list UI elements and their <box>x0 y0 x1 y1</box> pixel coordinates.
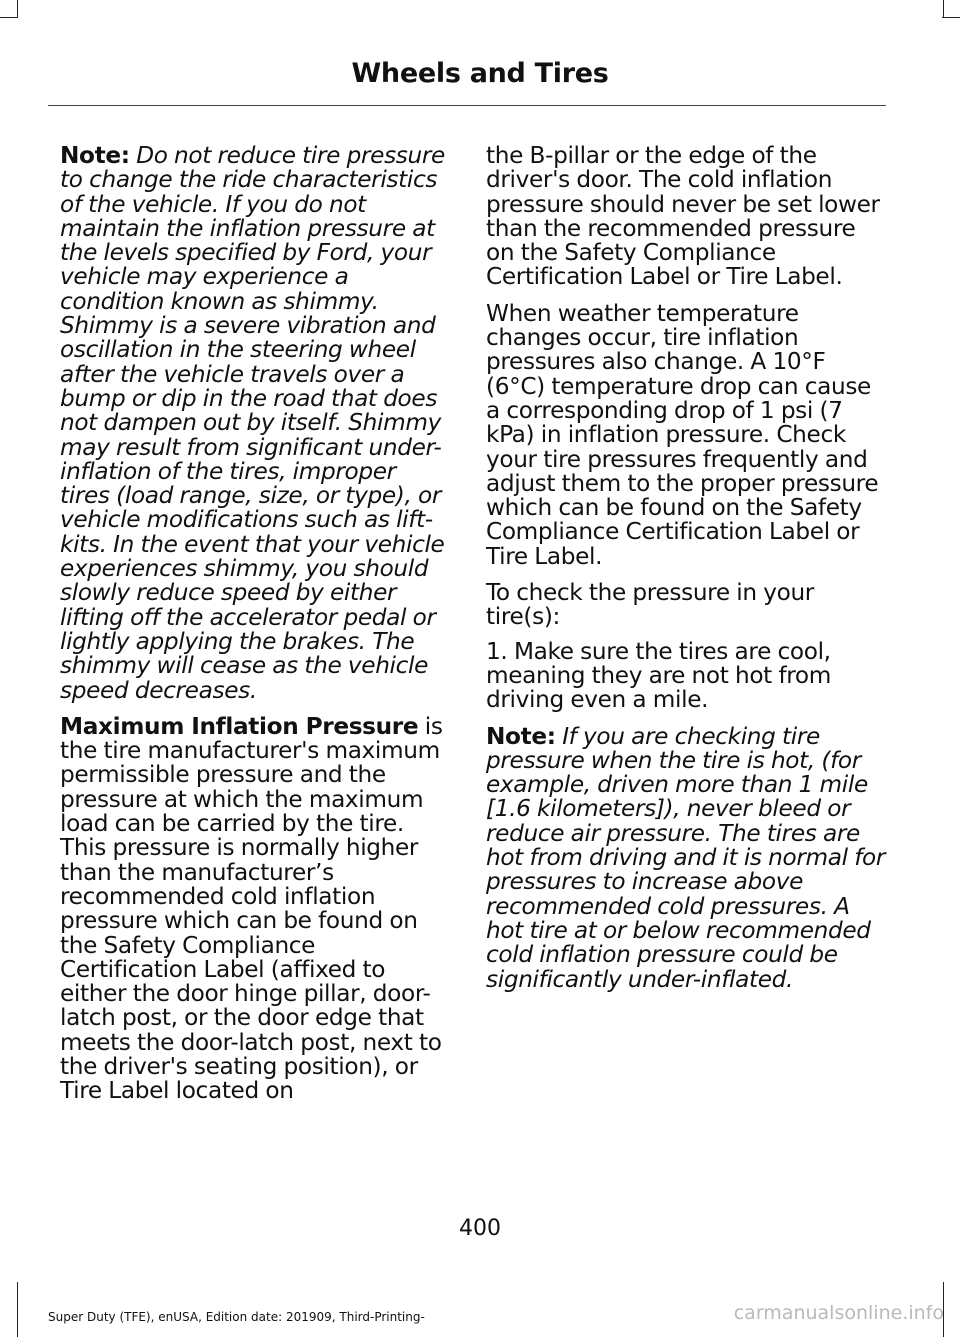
note-shimmy <box>60 144 450 703</box>
note-hot-tire-text: If you are checking tire pressure when the tire is hot, (for example, driven more than 1 mile [1.6 kilometers]), never bleed or reduce air pressure. The tires are hot from driving and it is normal for pressures to increase above recommended cold pressures. A hot tire at or below recommended cold inflation pressure could be significantly under-inflated. <box>486 722 886 993</box>
check-intro: To check the pressure in your tire(s): <box>486 579 814 631</box>
note-hot-tire <box>486 722 886 993</box>
header-divider <box>48 105 886 106</box>
note-label: Note: <box>60 142 130 169</box>
note-label: Note: <box>486 722 556 750</box>
crop-mark-bottom-left-v <box>17 1282 18 1337</box>
right-column <box>486 144 886 1004</box>
page-number: 400 <box>459 1216 501 1241</box>
crop-mark-top-left-h <box>0 17 18 18</box>
max-inflation-paragraph <box>60 712 450 1105</box>
crop-mark-top-right-v <box>943 0 944 18</box>
weather-paragraph: When weather temperature changes occur, tire inflation pressures also change. A 10°F (6°C) temperature drop can cause a corresponding drop of 1 psi (7 kPa) in inflation pressure. Check your tire pressures frequently and adjust them to the proper pressure which can be found on the Safety Compliance Certification Label or Tire Label. <box>486 299 879 570</box>
crop-mark-top-left-v <box>17 0 18 18</box>
max-inflation-text: is the tire manufacturer's maximum permissible pressure and the pressure at which the maximum load can be carried by the tire. This pressure is normally higher than the manufacturer’s recommended cold inflation pressure which can be found on the Safety Compliance Certification Label (affixed to either the door hinge pillar, door-latch post, or the door edge that meets the door-latch post, next to the driver's seating position), or Tire Label located on <box>60 712 443 1105</box>
step-1: 1. Make sure the tires are cool, meaning they are not hot from driving even a mile. <box>486 637 832 714</box>
note-shimmy-text: Do not reduce tire pressure to change the ride characteristics of the vehicle. If you do not maintain the inflation pressure at the levels specified by Ford, your vehicle may experience a condition known as shimmy. Shimmy is a severe vibration and oscillation in the steering wheel after the vehicle travels over a bump or dip in the road that does not dampen out by itself. Shimmy may result from significant under-inflation of the tires, improper tires (load range, size, or type), or vehicle modifications such as lift-kits. In the event that your vehicle experiences shimmy, you should slowly reduce speed by either lifting off the accelerator pedal or lightly applying the brakes. The shimmy will cease as the vehicle speed decreases. <box>60 142 445 704</box>
footer-edition-info: Super Duty (TFE), enUSA, Edition date: 201909, Third-Printing- <box>48 1310 425 1324</box>
crop-mark-top-right-h <box>942 17 960 18</box>
left-column <box>60 144 450 1116</box>
watermark: carmanualsonline.info <box>733 1302 944 1324</box>
term-label: Maximum Inflation Pressure <box>60 712 419 740</box>
label-location-paragraph: the B-pillar or the edge of the driver's door. The cold inflation pressure should never be set lower than the recommended pressure on the Safety Compliance Certification Label or Tire Label. <box>486 142 880 291</box>
page-title: Wheels and Tires <box>351 58 609 89</box>
